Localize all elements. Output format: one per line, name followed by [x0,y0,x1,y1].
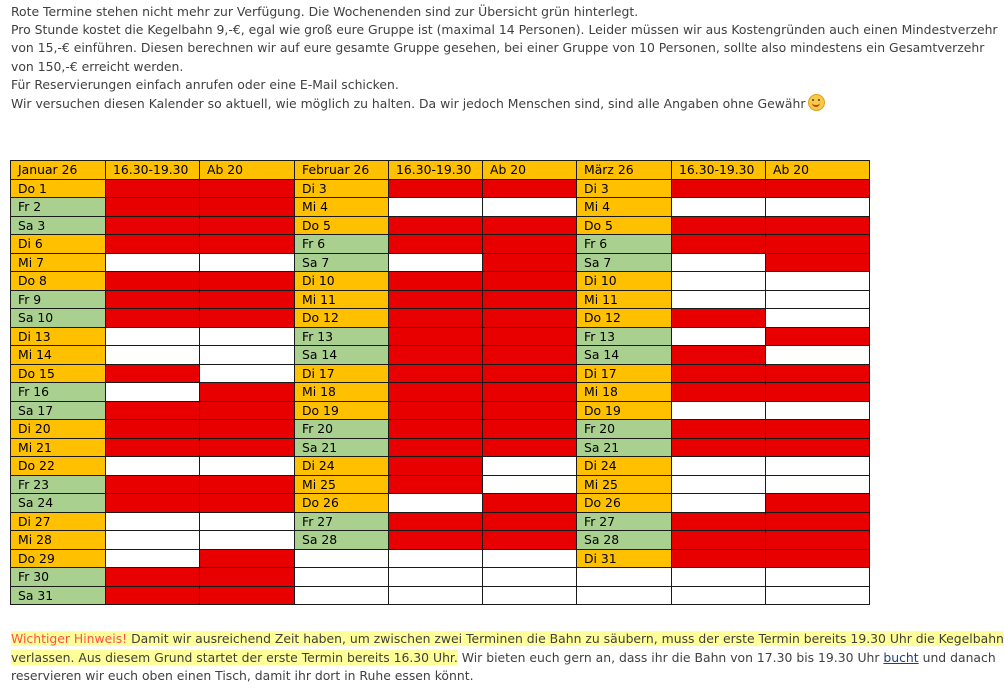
slot-late-booked [200,401,295,420]
slot-late-booked [200,475,295,494]
day-cell: Fr 16 [11,383,106,402]
slot-early-booked [389,531,483,550]
slot-early-booked [106,586,200,605]
day-cell: Fr 6 [295,235,389,254]
slot-late-free [200,346,295,365]
slot-early-booked [672,531,766,550]
slot-early-booked [389,216,483,235]
slot-late-booked [766,235,870,254]
day-cell: Mi 4 [577,198,672,217]
slot-early-booked [672,512,766,531]
slot-early-booked [106,494,200,513]
intro-line: Rote Termine stehen nicht mehr zur Verfügung. Die Wochenenden sind zur Übersicht grün hinterlegt. [11,4,639,19]
calendar-row [11,327,870,346]
slot-early-booked [389,290,483,309]
day-cell: Fr 23 [11,475,106,494]
day-cell: Do 19 [295,401,389,420]
slot-early-free [672,568,766,587]
calendar-row [11,531,870,550]
slot-late-booked [483,290,577,309]
day-cell: Di 3 [577,179,672,198]
slot-early-booked [672,346,766,365]
day-cell: Di 24 [577,457,672,476]
slot-late-booked [483,531,577,550]
day-cell: Fr 27 [295,512,389,531]
day-cell [295,568,389,587]
day-cell: Do 12 [295,309,389,328]
month-header: Februar 26 [295,161,389,180]
slot-early-free [106,346,200,365]
booking-link[interactable]: bucht [883,649,919,665]
slot-early-booked [672,179,766,198]
slot-early-booked [389,179,483,198]
day-cell: Sa 14 [577,346,672,365]
slot-early-booked [389,475,483,494]
slot-late-booked [483,383,577,402]
day-cell: Di 3 [295,179,389,198]
slot-late-free [200,531,295,550]
slot-early-booked [672,549,766,568]
slot-late-free [483,586,577,605]
slot-early-booked [106,568,200,587]
slot-late-booked [483,235,577,254]
day-cell [577,586,672,605]
slot-late-booked [483,438,577,457]
notice-line [11,649,996,668]
calendar-row [11,309,870,328]
day-cell [577,568,672,587]
slot-late-booked [766,383,870,402]
slot-late-booked [200,179,295,198]
day-cell: Fr 2 [11,198,106,217]
intro-line [11,94,981,113]
slot-late-free [766,568,870,587]
slot-late-booked [483,512,577,531]
slot-early-free [389,494,483,513]
slot-early-free [106,512,200,531]
slot-late-booked [483,494,577,513]
day-cell: Do 5 [295,216,389,235]
day-cell: Sa 14 [295,346,389,365]
day-cell: Sa 21 [577,438,672,457]
calendar-row [11,568,870,587]
slot-late-booked [200,235,295,254]
calendar-row [11,420,870,439]
slot-early-free [389,253,483,272]
slot-late-booked [483,253,577,272]
day-cell: Di 17 [577,364,672,383]
slot-early-free [389,198,483,217]
intro-line: von 15,-€ einführen. Diesen berechnen wir auf eure gesamte Gruppe gesehen, bei einer Gruppe von 10 Personen, sollte also mindestens ein Gesamtverzehr [11,40,985,56]
slot-early-booked [389,457,483,476]
slot-early-booked [672,309,766,328]
slot-early-booked [389,512,483,531]
slot-early-free [106,549,200,568]
slot-late-free [483,198,577,217]
day-cell: Di 13 [11,327,106,346]
day-cell: Do 26 [295,494,389,513]
slot-late-booked [200,309,295,328]
slot-late-booked [483,179,577,198]
calendar-header-row [11,161,870,180]
day-cell: Sa 7 [577,253,672,272]
slot-late-free [483,457,577,476]
slot-early-free [389,586,483,605]
calendar-row [11,475,870,494]
day-cell: Sa 21 [295,438,389,457]
slot-late-booked [200,272,295,291]
slot-early-free [672,253,766,272]
notice-highlight: verlassen. Aus diesem Grund startet der erste Termin bereits 16.30 Uhr. [11,649,458,665]
slot-late-booked [766,179,870,198]
day-cell: Do 26 [577,494,672,513]
slot-early-free [672,475,766,494]
month-header: März 26 [577,161,672,180]
slot-early-free [106,327,200,346]
day-cell: Do 1 [11,179,106,198]
month-header: Januar 26 [11,161,106,180]
slot-late-booked [483,272,577,291]
slot-late-booked [200,290,295,309]
slot-late-booked [766,512,870,531]
day-cell: Sa 28 [295,531,389,550]
slot-early-booked [672,420,766,439]
day-cell: Fr 30 [11,568,106,587]
slot-early-booked [672,235,766,254]
intro-line: Pro Stunde kostet die Kegelbahn 9,-€, egal wie groß eure Gruppe ist (maximal 14 Personen). Leider müssen wir aus Kostengründen auch einen Mindestverzehr [11,22,998,38]
slot-early-booked [106,235,200,254]
slot-early-free [672,272,766,291]
slot-late-booked [483,346,577,365]
calendar-row [11,346,870,365]
slot-late-booked [483,364,577,383]
calendar-row [11,290,870,309]
slot-header: Ab 20 [766,161,870,180]
day-cell: Di 17 [295,364,389,383]
day-cell: Di 10 [577,272,672,291]
slot-late-booked [200,216,295,235]
slot-late-free [200,364,295,383]
calendar-row [11,438,870,457]
day-cell: Do 15 [11,364,106,383]
notice-text: Damit wir ausreichend Zeit haben, um zwischen zwei Terminen die Bahn zu säubern, muss der erste Termin bereits 19.30 Uhr die Kegelbahn [127,631,1004,646]
slot-late-booked [766,420,870,439]
notice-warning: Wichtiger Hinweis! [11,631,128,646]
slot-early-free [672,586,766,605]
slot-header: Ab 20 [483,161,577,180]
slot-late-booked [766,364,870,383]
slot-early-free [106,253,200,272]
calendar-row [11,383,870,402]
slot-late-free [200,457,295,476]
slot-early-booked [389,235,483,254]
day-cell: Sa 3 [11,216,106,235]
day-cell: Mi 25 [577,475,672,494]
day-cell: Mi 28 [11,531,106,550]
slot-early-booked [389,327,483,346]
day-cell: Do 22 [11,457,106,476]
slot-late-booked [483,420,577,439]
slot-late-booked [483,401,577,420]
slot-late-free [766,586,870,605]
day-cell: Di 31 [577,549,672,568]
slot-early-booked [389,272,483,291]
slot-early-free [672,198,766,217]
day-cell: Mi 25 [295,475,389,494]
slot-early-free [389,549,483,568]
day-cell: Sa 24 [11,494,106,513]
calendar-body [11,179,870,605]
slot-late-booked [483,309,577,328]
notice-text: Wir bieten euch gern an, dass ihr die Bahn von 17.30 bis 19.30 Uhr [457,649,884,665]
day-cell: Di 27 [11,512,106,531]
calendar-row [11,272,870,291]
slot-early-free [106,457,200,476]
slot-early-booked [106,438,200,457]
slot-early-booked [672,383,766,402]
day-cell: Di 10 [295,272,389,291]
slot-late-booked [483,327,577,346]
day-cell: Fr 20 [295,420,389,439]
slot-early-booked [106,420,200,439]
day-cell: Sa 31 [11,586,106,605]
slot-early-booked [672,216,766,235]
day-cell: Mi 18 [295,383,389,402]
slot-late-free [200,253,295,272]
slot-header: 16.30-19.30 [106,161,200,180]
day-cell: Do 12 [577,309,672,328]
slot-late-booked [766,549,870,568]
slot-late-booked [483,216,577,235]
calendar-row [11,512,870,531]
slot-late-free [766,457,870,476]
calendar-row [11,235,870,254]
intro-line-text: Wir versuchen diesen Kalender so aktuell, wie möglich zu halten. Da wir jedoch Menschen sind, sind alle Angaben ohne Gewähr [11,96,806,112]
calendar-row [11,457,870,476]
slot-late-booked [200,198,295,217]
slot-late-booked [766,327,870,346]
notice-line [11,630,1004,649]
slot-late-free [766,272,870,291]
slot-late-free [766,290,870,309]
calendar-row [11,401,870,420]
calendar-row [11,586,870,605]
slot-late-booked [200,494,295,513]
day-cell: Mi 21 [11,438,106,457]
day-cell: Fr 13 [295,327,389,346]
slot-late-free [766,346,870,365]
slot-early-free [672,457,766,476]
slot-early-free [672,290,766,309]
day-cell: Sa 7 [295,253,389,272]
slot-early-free [672,327,766,346]
notice-text: und danach [918,649,996,665]
slot-late-booked [766,438,870,457]
slot-late-free [200,327,295,346]
slot-late-free [483,475,577,494]
day-cell: Mi 4 [295,198,389,217]
day-cell: Fr 20 [577,420,672,439]
day-cell: Di 20 [11,420,106,439]
slot-early-booked [389,383,483,402]
slot-early-booked [106,216,200,235]
slot-late-free [483,568,577,587]
day-cell: Sa 10 [11,309,106,328]
notice-highlight [11,631,1004,646]
slot-early-booked [389,346,483,365]
slot-late-booked [200,549,295,568]
day-cell: Do 19 [577,401,672,420]
day-cell: Fr 9 [11,290,106,309]
slot-late-booked [766,531,870,550]
slot-late-free [766,309,870,328]
slot-late-free [200,512,295,531]
slot-late-free [766,401,870,420]
slot-early-booked [672,438,766,457]
slot-early-free [672,401,766,420]
slot-header: Ab 20 [200,161,295,180]
slot-header: 16.30-19.30 [672,161,766,180]
slot-early-booked [389,309,483,328]
slot-late-booked [200,383,295,402]
slot-late-free [766,475,870,494]
slot-late-booked [766,253,870,272]
day-cell: Mi 14 [11,346,106,365]
calendar-row [11,549,870,568]
smiling-face-icon [808,94,825,111]
important-notice [11,630,1004,686]
slot-early-booked [672,364,766,383]
slot-early-booked [106,401,200,420]
slot-late-booked [200,420,295,439]
availability-calendar [10,160,870,605]
calendar-row [11,179,870,198]
day-cell: Di 6 [11,235,106,254]
slot-late-booked [200,586,295,605]
slot-early-booked [106,364,200,383]
day-cell: Mi 11 [295,290,389,309]
slot-early-free [106,383,200,402]
day-cell: Mi 11 [577,290,672,309]
slot-late-booked [200,438,295,457]
slot-early-booked [389,364,483,383]
slot-late-free [766,198,870,217]
day-cell: Di 24 [295,457,389,476]
slot-early-booked [389,420,483,439]
slot-early-booked [106,198,200,217]
day-cell: Do 5 [577,216,672,235]
day-cell [295,586,389,605]
day-cell: Do 29 [11,549,106,568]
slot-early-free [672,494,766,513]
slot-early-booked [106,272,200,291]
slot-early-booked [389,438,483,457]
calendar-row [11,364,870,383]
day-cell: Mi 18 [577,383,672,402]
slot-header: 16.30-19.30 [389,161,483,180]
slot-early-free [389,568,483,587]
day-cell: Mi 7 [11,253,106,272]
intro-line: von 150,-€ erreicht werden. [11,58,184,74]
day-cell: Fr 6 [577,235,672,254]
calendar-row [11,253,870,272]
calendar-row [11,198,870,217]
slot-early-free [106,531,200,550]
day-cell: Sa 17 [11,401,106,420]
slot-late-booked [200,568,295,587]
notice-line: reservieren wir euch oben einen Tisch, damit ihr dort in Ruhe essen könnt. [11,668,474,684]
slot-late-booked [766,494,870,513]
day-cell: Fr 13 [577,327,672,346]
slot-early-booked [389,401,483,420]
slot-early-booked [106,475,200,494]
slot-early-booked [106,179,200,198]
day-cell [295,549,389,568]
intro-text [11,3,998,113]
slot-early-booked [106,309,200,328]
intro-line: Für Reservierungen einfach anrufen oder eine E-Mail schicken. [11,76,399,92]
day-cell: Sa 28 [577,531,672,550]
slot-early-booked [106,290,200,309]
day-cell: Fr 27 [577,512,672,531]
calendar-row [11,494,870,513]
slot-late-booked [766,216,870,235]
calendar-row [11,216,870,235]
day-cell: Do 8 [11,272,106,291]
slot-late-free [483,549,577,568]
